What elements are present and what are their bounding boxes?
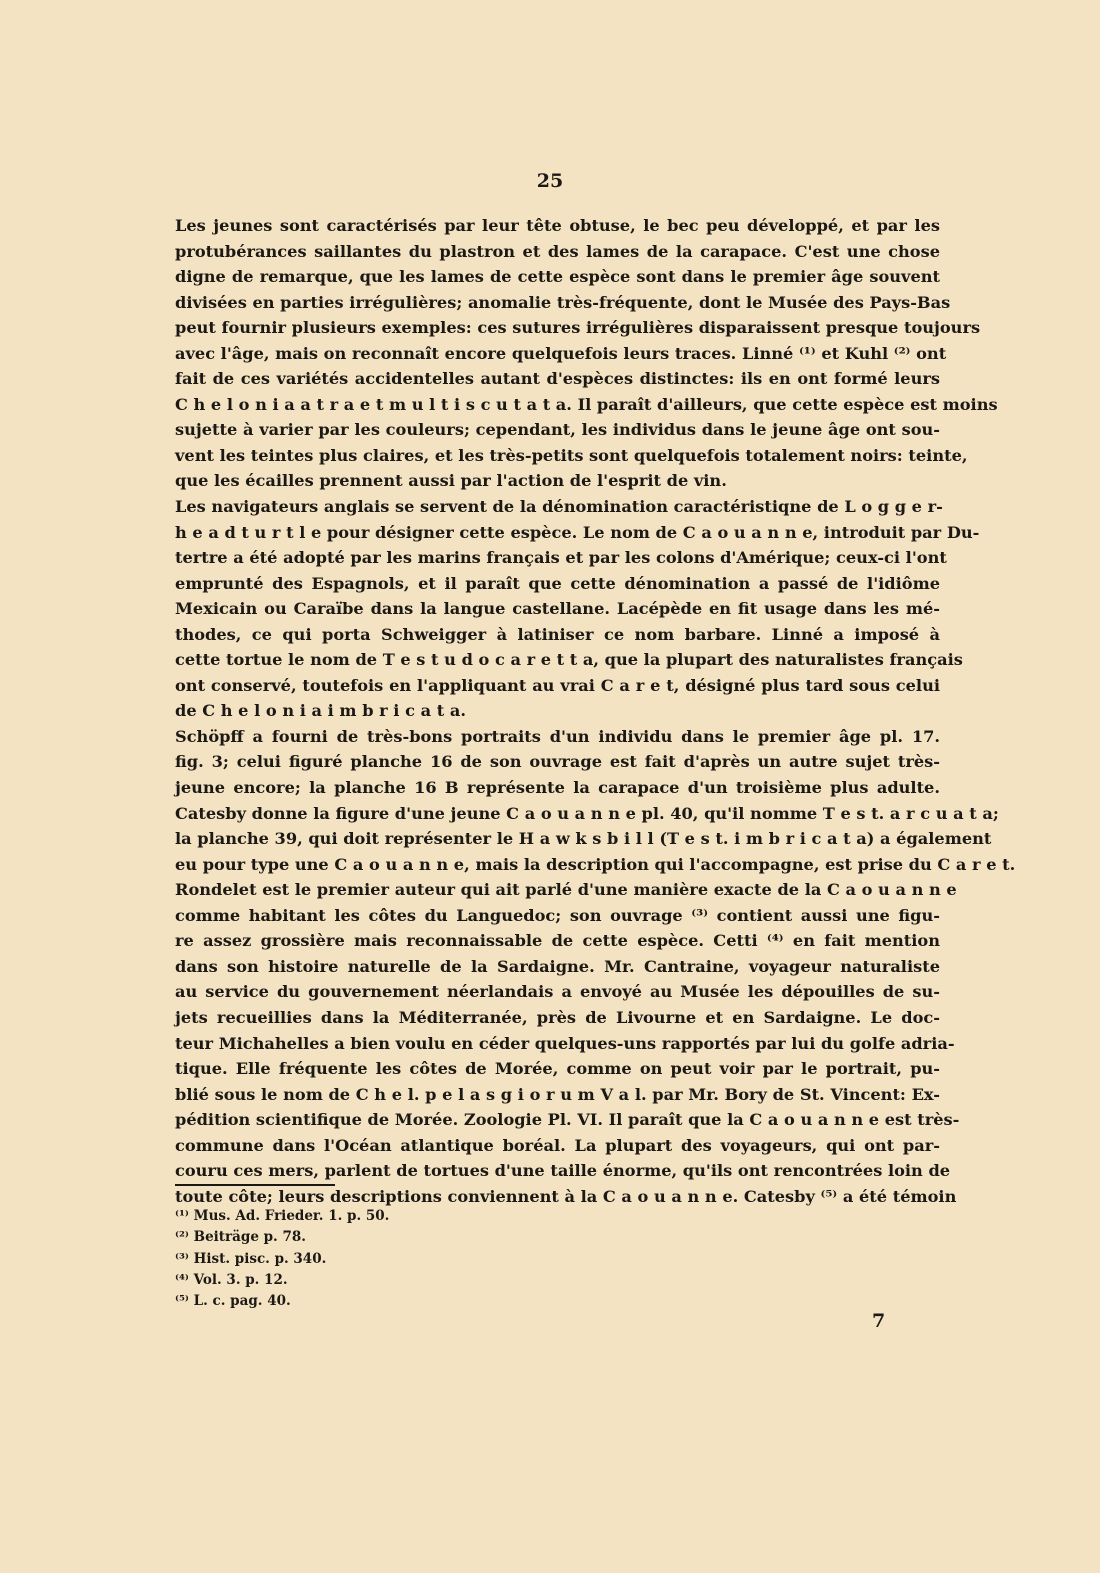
text-line: fig. 3; celui figuré planche 16 de son ouvrage est fait d'après un autre sujet très- (175, 752, 940, 772)
text-line: Les navigateurs anglais se servent de la dénomination caractéristiqne de L o g g e r- (175, 497, 943, 517)
text-line: peut fournir plusieurs exemples: ces sutures irrégulières disparaissent presque toujours (175, 318, 981, 338)
text-line: Schöpff a fourni de très-bons portraits d'un individu dans le premier âge pl. 17. (175, 726, 940, 746)
text-line: cette tortue le nom de T e s t u d o c a r e t t a, que la plupart des naturalistes français (175, 650, 963, 670)
text-line: blié sous le nom de C h e l. p e l a s g i o r u m V a l. par Mr. Bory de St. Vincent: Ex- (175, 1084, 940, 1104)
text-line: la planche 39, qui doit représenter le H a w k s b i l l (T e s t. i m b r i c a t a) a également (175, 829, 992, 849)
footnote: ⁽¹⁾ Mus. Ad. Frieder. 1. p. 50. (175, 1208, 390, 1224)
body-text (175, 213, 1016, 1209)
text-line: tertre a été adopté par les marins français et par les colons d'Amérique; ceux-ci l'ont (175, 548, 947, 568)
text-line: ont conservé, toutefois en l'appliquant au vrai C a r e t, désigné plus tard sous celui (175, 675, 940, 695)
text-line: Rondelet est le premier auteur qui ait parlé d'une manière exacte de la C a o u a n n e (175, 880, 957, 900)
text-line: thodes, ce qui porta Schweigger à latiniser ce nom barbare. Linné a imposé à (175, 624, 940, 644)
text-line: avec l'âge, mais on reconnaît encore quelquefois leurs traces. Linné ⁽¹⁾ et Kuhl ⁽²⁾ ont (175, 343, 947, 363)
signature-mark: 7 (872, 1310, 886, 1332)
text-line: dans son histoire naturelle de la Sardaigne. Mr. Cantraine, voyageur naturaliste (175, 956, 940, 976)
text-line: pédition scientifique de Morée. Zoologie Pl. VI. Il paraît que la C a o u a n n e est très- (175, 1110, 960, 1130)
text-line: h e a d t u r t l e pour désigner cette espèce. Le nom de C a o u a n n e, introduit par Du- (175, 522, 980, 542)
text-line: jets recueillies dans la Méditerranée, près de Livourne et en Sardaigne. Le doc- (175, 1007, 940, 1027)
footnotes (175, 1206, 675, 1312)
text-line: sujette à varier par les couleurs; cependant, les individus dans le jeune âge ont sou- (175, 420, 940, 440)
text-line: Catesby donne la figure d'une jeune C a o u a n n e pl. 40, qu'il nomme T e s t. a r c u a t a; (175, 803, 999, 823)
text-line: au service du gouvernement néerlandais a envoyé au Musée les dépouilles de su- (175, 982, 940, 1002)
text-line: protubérances saillantes du plastron et des lames de la carapace. C'est une chose (175, 241, 940, 261)
text-line: de C h e l o n i a i m b r i c a t a. (175, 701, 466, 721)
footnote: ⁽⁴⁾ Vol. 3. p. 12. (175, 1271, 288, 1288)
text-line: que les écailles prennent aussi par l'action de l'esprit de vin. (175, 471, 727, 491)
text-line: teur Michahelles a bien voulu en céder quelques-uns rapportés par lui du golfe adria- (175, 1033, 955, 1053)
text-line: emprunté des Espagnols, et il paraît que cette dénomination a passé de l'idiôme (175, 573, 940, 593)
text-line: Les jeunes sont caractérisés par leur tête obtuse, le bec peu développé, et par les (175, 216, 940, 235)
footnote: ⁽⁵⁾ L. c. pag. 40. (175, 1293, 291, 1310)
text-line: toute côte; leurs descriptions conviennent à la C a o u a n n e. Catesby ⁽⁵⁾ a été témoin (175, 1186, 957, 1206)
text-line: commune dans l'Océan atlantique boréal. La plupart des voyageurs, qui ont par- (175, 1135, 940, 1155)
page-number: 25 (536, 170, 564, 192)
text-line: comme habitant les côtes du Languedoc; son ouvrage ⁽³⁾ contient aussi une figu- (175, 905, 940, 925)
text-line: couru ces mers, parlent de tortues d'une taille énorme, qu'ils ont rencontrées loin de (175, 1161, 951, 1181)
text-line: jeune encore; la planche 16 B représente la carapace d'un troisième plus adulte. (175, 778, 940, 798)
text-line: digne de remarque, que les lames de cette espèce sont dans le premier âge souvent (175, 267, 940, 287)
text-line: C h e l o n i a a t r a e t m u l t i s c u t a t a. Il paraît d'ailleurs, que cette espèce est moins (175, 394, 998, 414)
text-line: re assez grossière mais reconnaissable de cette espèce. Cetti ⁽⁴⁾ en fait mention (175, 931, 940, 951)
text-line: tique. Elle fréquente les côtes de Morée, comme on peut voir par le portrait, pu- (175, 1059, 940, 1079)
text-line: eu pour type une C a o u a n n e, mais la description qui l'accompagne, est prise du C a r e t. (175, 854, 1016, 874)
footnote-divider (175, 1184, 335, 1186)
footnote: ⁽³⁾ Hist. pisc. p. 340. (175, 1250, 327, 1267)
text-line: vent les teintes plus claires, et les très-petits sont quelquefois totalement noirs: teinte, (175, 445, 968, 465)
text-line: Mexicain ou Caraïbe dans la langue castellane. Lacépède en fit usage dans les mé- (175, 599, 940, 619)
text-line: divisées en parties irrégulières; anomalie très-fréquente, dont le Musée des Pays-Bas (175, 292, 951, 312)
footnote: ⁽²⁾ Beiträge p. 78. (175, 1229, 306, 1246)
text-line: fait de ces variétés accidentelles autant d'espèces distinctes: ils en ont formé leurs (175, 369, 940, 389)
